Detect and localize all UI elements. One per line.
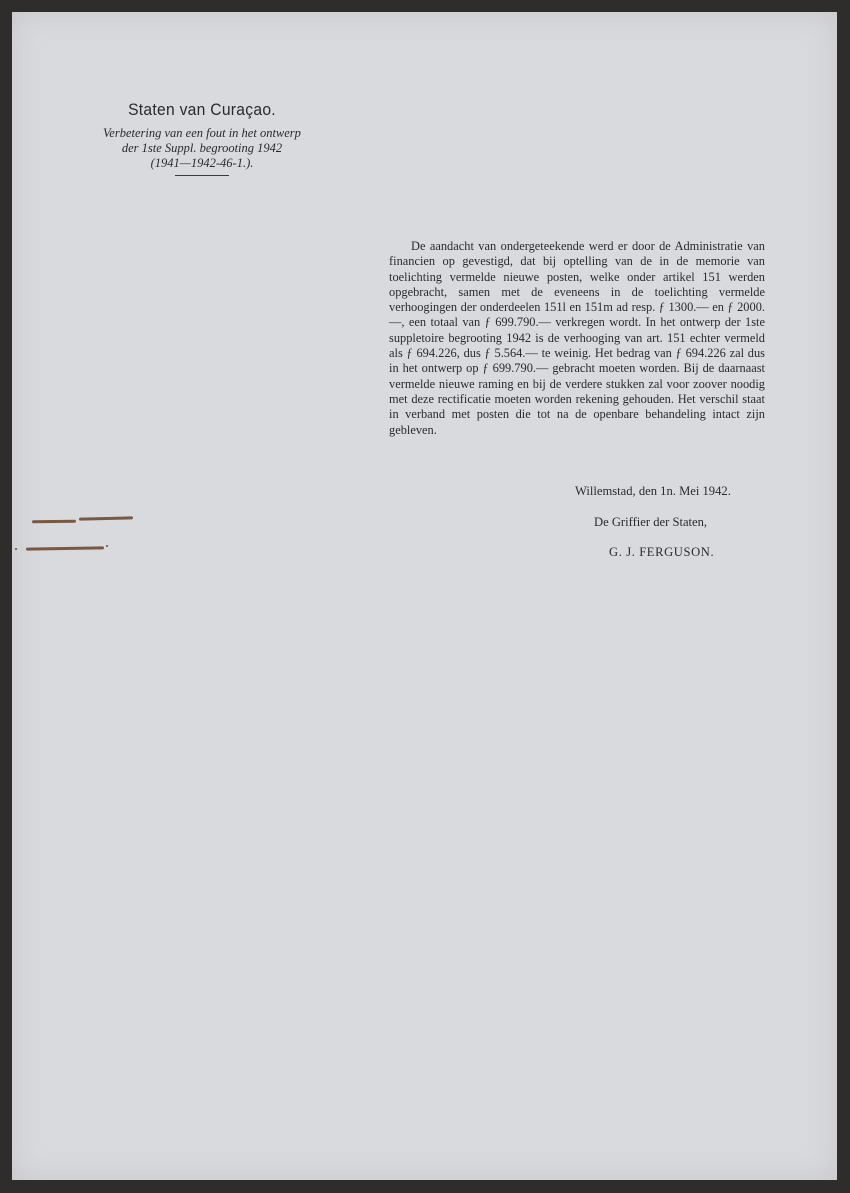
margin-pencil-mark [79, 516, 133, 520]
subtitle-line: der 1ste Suppl. begrooting 1942 [121, 141, 283, 155]
subtitle-line: (1941—1942-46-1.). [150, 156, 254, 170]
subtitle-line: Verbetering van een fout in het ontwerp [103, 126, 301, 140]
header-divider [175, 175, 229, 176]
document-subtitle [72, 126, 332, 171]
margin-pencil-mark [32, 520, 76, 523]
body-paragraph: De aandacht van ondergeteekende werd er door de Administratie van financien op gevestigd, dat bij optelling van de in de memorie van toelichting vermelde nieuwe posten, welke onder artikel 151 werden opgebracht, samen met de eveneens in de toelichting vermelde verhoogingen der onderdeelen 151l en 151m ad resp. ƒ 1300.— en ƒ 2000.—, een totaal van ƒ 699.790.— verkregen wordt. In het ontwerp der 1ste suppletoire begrooting 1942 is de verhooging van art. 151 echter vermeld als ƒ 694.226, dus ƒ 5.564.— te weinig. Het bedrag van ƒ 694.226 zal dus in het ontwerp op ƒ 699.790.— gebracht moeten worden. Bij de daarnaast vermelde nieuwe raming en bij de verdere stukken zal voor zoover noodig met deze rectificatie moeten worden rekening gehouden. Het verschil staat in verband met posten die tot na de openbare behandeling intact zijn gebleven. [389, 239, 765, 437]
document-header [72, 100, 332, 176]
document-title: Staten van Curaçao. [128, 100, 276, 119]
margin-pencil-dot [106, 545, 108, 547]
signature-name: G. J. FERGUSON. [609, 545, 715, 559]
signature-role: De Griffier der Staten, [594, 515, 708, 529]
margin-pencil-dot [15, 548, 17, 550]
document-page [12, 12, 837, 1180]
signature-place-date: Willemstad, den 1n. Mei 1942. [575, 484, 731, 498]
margin-pencil-mark [26, 546, 104, 550]
